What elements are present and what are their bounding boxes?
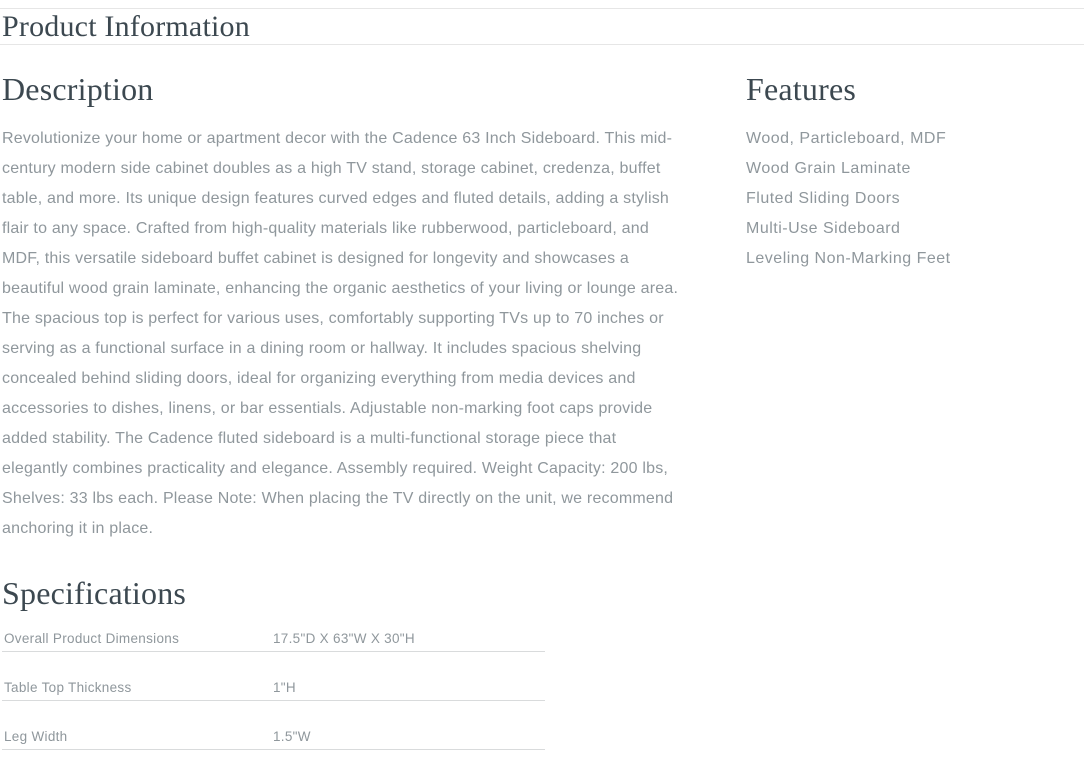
feature-item: Fluted Sliding Doors (746, 190, 901, 207)
feature-item: Leveling Non-Marking Feet (746, 250, 951, 267)
feature-item: Wood Grain Laminate (746, 160, 911, 177)
specifications-table (2, 626, 545, 750)
spec-row (2, 724, 545, 750)
top-divider (0, 8, 1084, 9)
content-columns (0, 45, 1084, 750)
description-heading: Description (2, 71, 154, 107)
spec-label: Overall Product Dimensions (4, 631, 180, 646)
spec-label: Table Top Thickness (4, 680, 132, 695)
spec-row (2, 675, 545, 701)
features-heading: Features (746, 71, 857, 107)
features-column (746, 45, 1084, 750)
spec-value: 1"H (273, 680, 296, 695)
spec-row (2, 626, 545, 652)
column-spacer (688, 45, 746, 750)
specifications-heading: Specifications (2, 575, 187, 611)
feature-item: Wood, Particleboard, MDF (746, 130, 947, 147)
page-title: Product Information (2, 10, 250, 43)
product-information-page (0, 8, 1084, 763)
description-text: Revolutionize your home or apartment decor with the Cadence 63 Inch Sideboard. This mid-century modern side cabinet doubles as a high TV stand, storage cabinet, credenza, buffet table, and more. Its unique design features curved edges and fluted details, adding a stylish flair to any space. Crafted from high-quality materials like rubberwood, particleboard, and MDF, this versatile sideboard buffet cabinet is designed for longevity and showcases a beautiful wood grain laminate, enhancing the organic aesthetics of your living or lounge area. The spacious top is perfect for various uses, comfortably supporting TVs up to 70 inches or serving as a functional surface in a dining room or hallway. It includes spacious shelving concealed behind sliding doors, ideal for organizing everything from media devices and accessories to dishes, linens, or bar essentials. Adjustable non-marking foot caps provide added stability. The Cadence fluted sideboard is a multi-functional storage piece that elegantly combines practicality and elegance. Assembly required. Weight Capacity: 200 lbs, Shelves: 33 lbs each. Please Note: When placing the TV directly on the unit, we recommend anchoring it in place. (2, 130, 679, 537)
description-column (2, 45, 688, 750)
spec-value: 1.5"W (273, 729, 311, 744)
features-list (746, 124, 1084, 274)
specifications-section (2, 573, 688, 750)
spec-label: Leg Width (4, 729, 68, 744)
feature-item: Multi-Use Sideboard (746, 220, 901, 237)
spec-value: 17.5"D X 63"W X 30"H (273, 631, 415, 646)
